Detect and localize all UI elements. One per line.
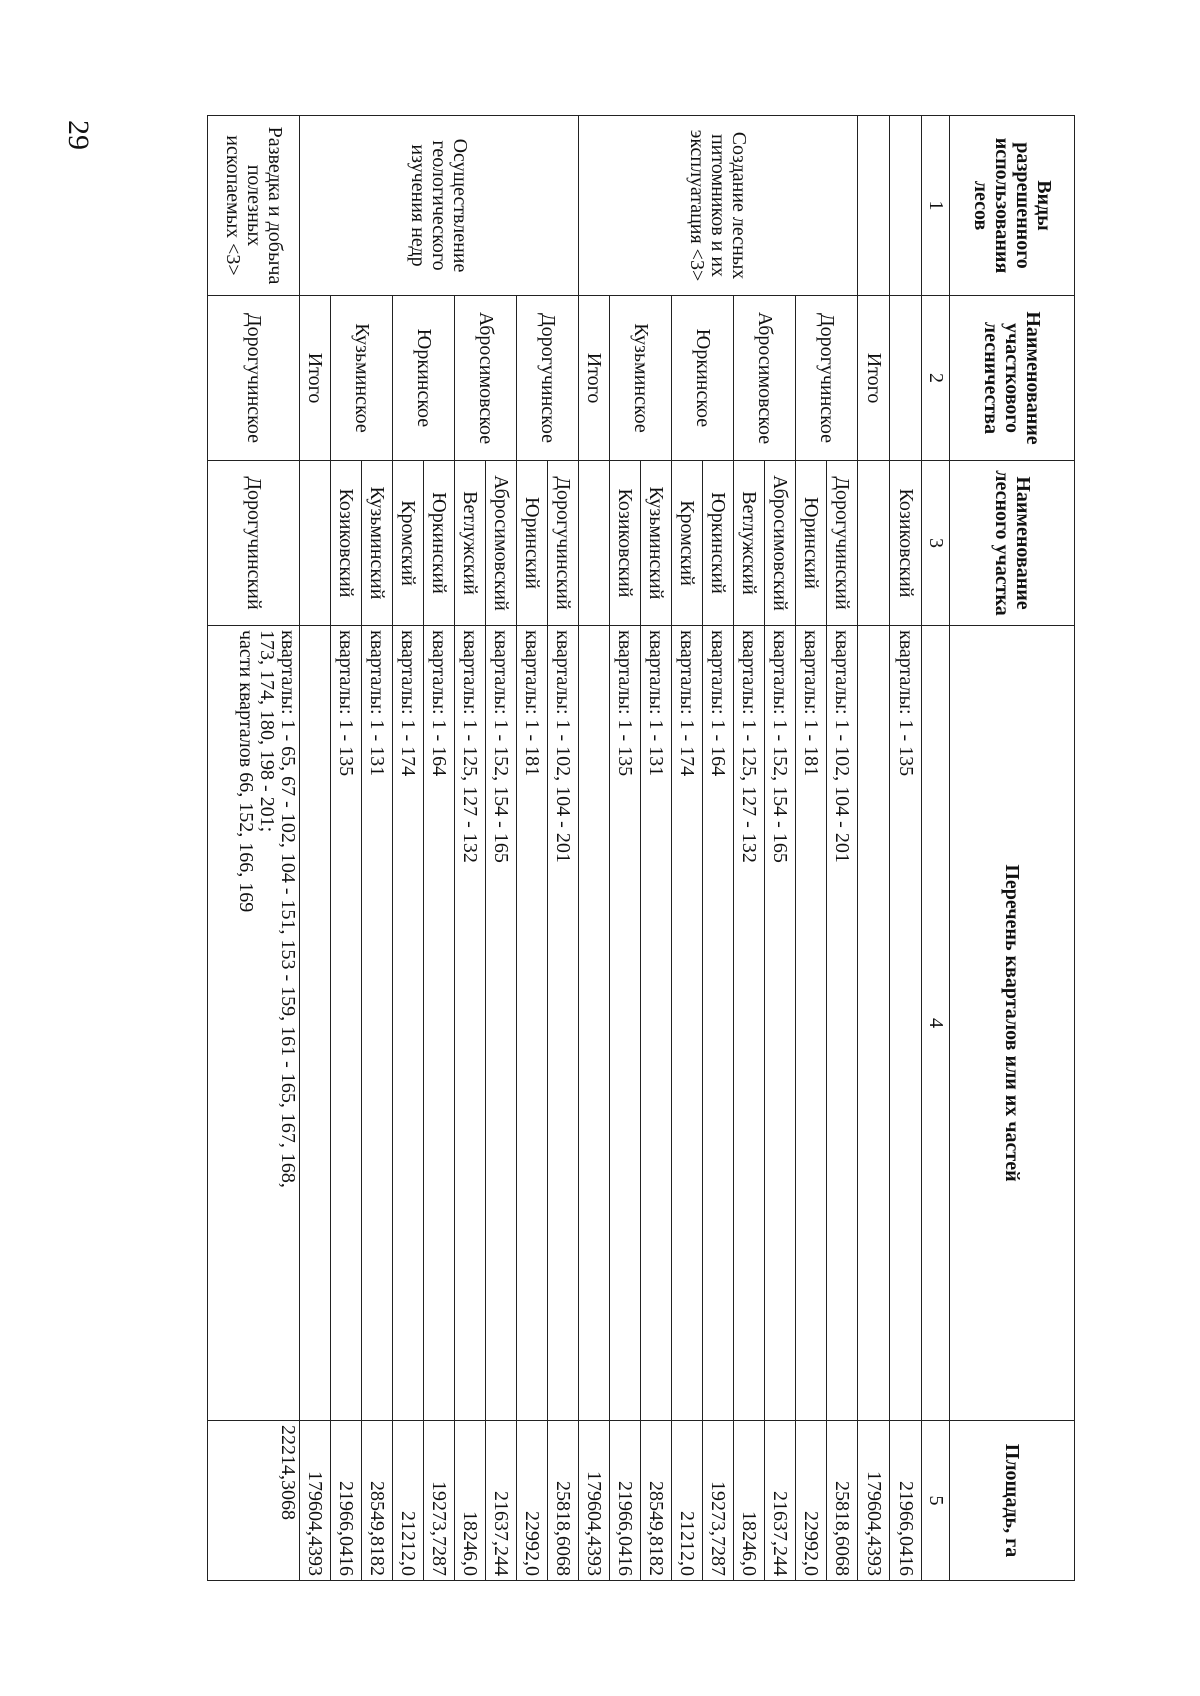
- plot-cell-empty: [579, 461, 610, 626]
- plot-cell: Ветлужский: [455, 461, 486, 626]
- table-row: [300, 116, 331, 1581]
- quarters-cell: кварталы: 1 - 131: [362, 626, 393, 1421]
- quarters-cell-empty: [858, 626, 890, 1421]
- area-cell: 21637,244: [765, 1421, 796, 1581]
- plot-cell: Юркинский: [703, 461, 734, 626]
- header-area: Площадь, га: [950, 1421, 1075, 1581]
- register-table: [130, 115, 1075, 1580]
- total-area: 179604,4393: [300, 1421, 331, 1581]
- area-cell: 21212,0: [393, 1421, 424, 1581]
- district-cell: Дорогучинское: [208, 296, 300, 461]
- plot-cell: Ветлужский: [734, 461, 765, 626]
- area-cell: 22214,3068: [208, 1421, 300, 1581]
- area-cell: 19273,7287: [424, 1421, 455, 1581]
- quarters-cell-empty: [579, 626, 610, 1421]
- table-row: [362, 116, 393, 1581]
- use-type-cell: Осуществление геологического изучения недр: [300, 116, 579, 296]
- district-cell-empty: [890, 296, 922, 461]
- district-cell: Юркинское: [393, 296, 455, 461]
- table-row: [858, 116, 890, 1581]
- table-row: [424, 116, 455, 1581]
- plot-cell: Дорогучинский: [827, 461, 858, 626]
- plot-cell: Дорогучинский: [548, 461, 579, 626]
- total-label: Итого: [300, 296, 331, 461]
- total-label: Итого: [858, 296, 890, 461]
- table-row: [703, 116, 734, 1581]
- header-district: Наименование участкового лесничества: [950, 296, 1075, 461]
- plot-cell-empty: [858, 461, 890, 626]
- quarters-cell: кварталы: 1 - 164: [424, 626, 455, 1421]
- plot-cell: Кузьминский: [362, 461, 393, 626]
- quarters-cell: кварталы: 1 - 125, 127 - 132: [734, 626, 765, 1421]
- quarters-cell-empty: [300, 626, 331, 1421]
- table-row: [922, 116, 950, 1581]
- district-cell: Дорогучинское: [517, 296, 579, 461]
- plot-cell-empty: [300, 461, 331, 626]
- table-row: [950, 116, 1075, 1581]
- area-cell: 22992,0: [796, 1421, 827, 1581]
- header-number: 1: [922, 116, 950, 296]
- district-cell: Кузьминское: [331, 296, 393, 461]
- area-cell: 21966,0416: [610, 1421, 641, 1581]
- quarters-cell-multiline: [208, 626, 300, 1421]
- area-cell: 25818,6068: [548, 1421, 579, 1581]
- plot-cell: Кромский: [672, 461, 703, 626]
- quarters-cell: кварталы: 1 - 181: [517, 626, 548, 1421]
- plot-cell: Абросимовский: [486, 461, 517, 626]
- page-number: 29: [62, 120, 95, 150]
- quarters-line: части кварталов 66, 152, 166, 169: [235, 630, 257, 913]
- quarters-cell: кварталы: 1 - 125, 127 - 132: [455, 626, 486, 1421]
- header-number: 2: [922, 296, 950, 461]
- area-cell: 22992,0: [517, 1421, 548, 1581]
- area-cell: 21637,244: [486, 1421, 517, 1581]
- table-row: [208, 116, 300, 1581]
- quarters-cell: кварталы: 1 - 131: [641, 626, 672, 1421]
- plot-cell: Юринский: [517, 461, 548, 626]
- plot-cell: Дорогучинский: [208, 461, 300, 626]
- plot-cell: Кромский: [393, 461, 424, 626]
- plot-cell: Юринский: [796, 461, 827, 626]
- plot-cell: Юркинский: [424, 461, 455, 626]
- quarters-cell: кварталы: 1 - 164: [703, 626, 734, 1421]
- quarters-cell: кварталы: 1 - 135: [890, 626, 922, 1421]
- total-area: 179604,4393: [858, 1421, 890, 1581]
- total-label: Итого: [579, 296, 610, 461]
- plot-cell: Козиковский: [610, 461, 641, 626]
- header-quarters: Перечень кварталов или их частей: [950, 626, 1075, 1421]
- table-row: [890, 116, 922, 1581]
- district-cell: Дорогучинское: [796, 296, 858, 461]
- area-cell: 21966,0416: [331, 1421, 362, 1581]
- use-type-cell: Разведка и добыча полезных ископаемых <3>: [208, 116, 300, 296]
- header-number: 5: [922, 1421, 950, 1581]
- area-cell: 21212,0: [672, 1421, 703, 1581]
- quarters-cell: кварталы: 1 - 174: [672, 626, 703, 1421]
- forest-use-table: [207, 115, 1075, 1581]
- area-cell: 25818,6068: [827, 1421, 858, 1581]
- quarters-cell: кварталы: 1 - 181: [796, 626, 827, 1421]
- district-cell: Кузьминское: [610, 296, 672, 461]
- district-cell: Абросимовское: [455, 296, 517, 461]
- quarters-cell: кварталы: 1 - 135: [610, 626, 641, 1421]
- quarters-cell: кварталы: 1 - 102, 104 - 201: [548, 626, 579, 1421]
- area-cell: 19273,7287: [703, 1421, 734, 1581]
- plot-cell: Абросимовский: [765, 461, 796, 626]
- area-cell: 28549,8182: [362, 1421, 393, 1581]
- quarters-line: кварталы: 1 - 65, 67 - 102, 104 - 151, 153 - 159, 161 - 165, 167, 168,: [277, 630, 299, 1188]
- district-cell: Юркинское: [672, 296, 734, 461]
- quarters-cell: кварталы: 1 - 152, 154 - 165: [765, 626, 796, 1421]
- table-row: [486, 116, 517, 1581]
- table-row: [579, 116, 610, 1581]
- table-row: [765, 116, 796, 1581]
- header-number: 4: [922, 626, 950, 1421]
- use-cell-empty: [890, 116, 922, 296]
- table-row: [548, 116, 579, 1581]
- quarters-cell: кварталы: 1 - 135: [331, 626, 362, 1421]
- area-cell: 18246,0: [734, 1421, 765, 1581]
- district-cell: Абросимовское: [734, 296, 796, 461]
- plot-cell: Козиковский: [331, 461, 362, 626]
- quarters-line: 173, 174, 180, 198 - 201;: [256, 630, 278, 833]
- header-plot: Наименование лесного участка: [950, 461, 1075, 626]
- use-cell-empty: [858, 116, 890, 296]
- area-cell: 28549,8182: [641, 1421, 672, 1581]
- total-area: 179604,4393: [579, 1421, 610, 1581]
- area-cell: 18246,0: [455, 1421, 486, 1581]
- quarters-cell: кварталы: 1 - 152, 154 - 165: [486, 626, 517, 1421]
- header-number: 3: [922, 461, 950, 626]
- header-use-type: Виды разрешенного использования лесов: [950, 116, 1075, 296]
- plot-cell: Кузьминский: [641, 461, 672, 626]
- use-type-cell: Создание лесных питомников и их эксплуатация <3>: [579, 116, 858, 296]
- plot-cell: Козиковский: [890, 461, 922, 626]
- table-row: [641, 116, 672, 1581]
- quarters-cell: кварталы: 1 - 174: [393, 626, 424, 1421]
- table-row: [827, 116, 858, 1581]
- quarters-cell: кварталы: 1 - 102, 104 - 201: [827, 626, 858, 1421]
- area-cell: 21966,0416: [890, 1421, 922, 1581]
